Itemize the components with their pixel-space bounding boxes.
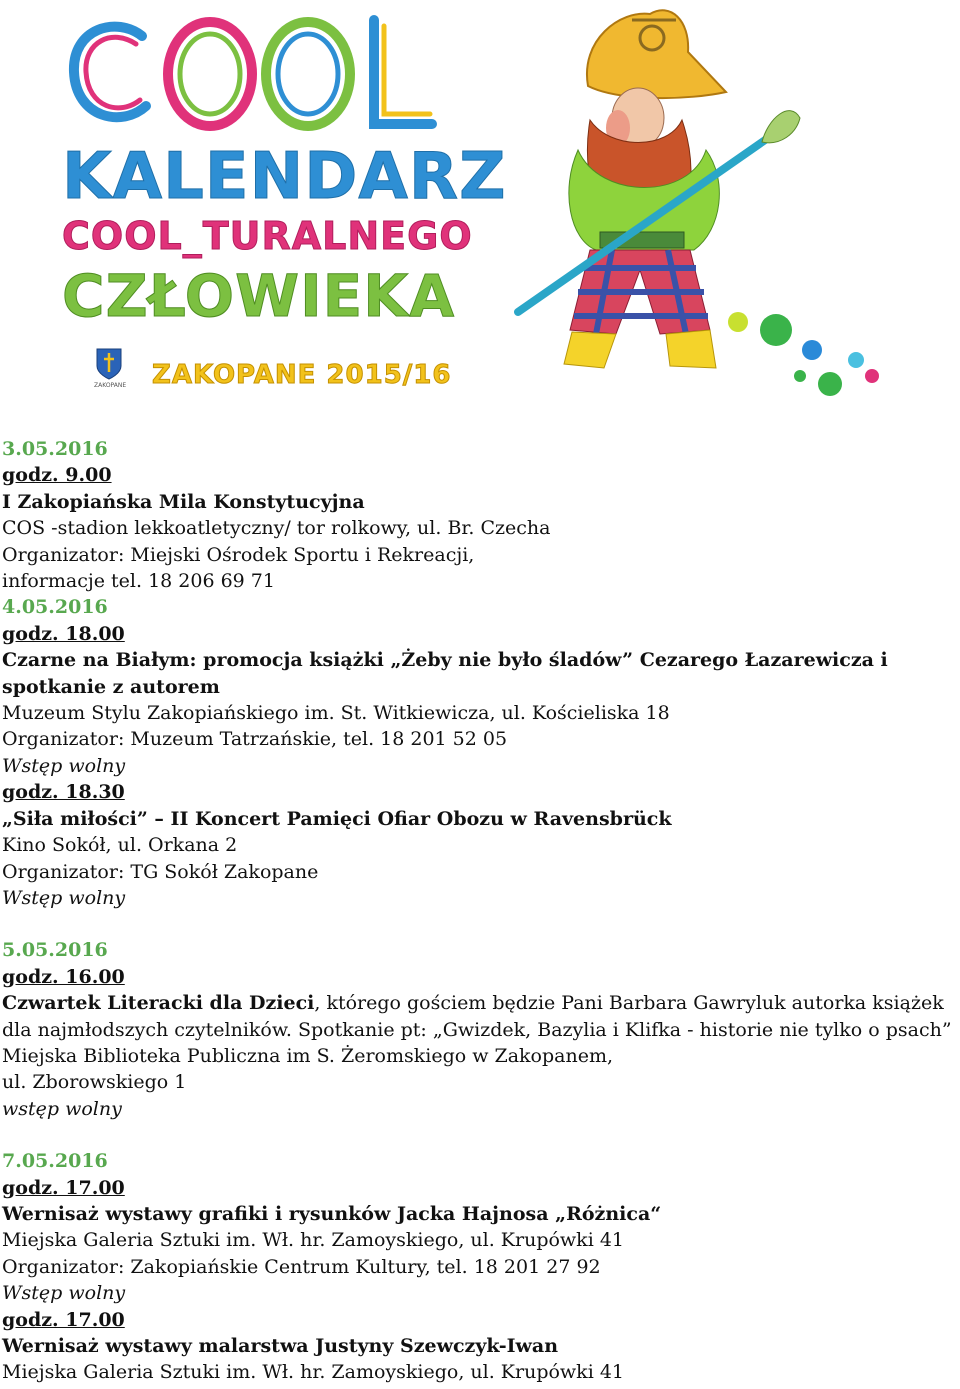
event-title: Czwartek Literacki dla Dzieci: [2, 992, 315, 1015]
event-time: godz. 17.00: [2, 1308, 125, 1331]
event-time: godz. 16.00: [2, 965, 125, 988]
event-organizer: Organizator: Muzeum Tatrzańskie, tel. 18 201 52 05: [2, 728, 508, 751]
logo-coolturalnego: COOL_TURALNEGO: [62, 214, 473, 258]
logo-czlowieka: CZŁOWIEKA: [62, 262, 456, 330]
event-place: Miejska Galeria Sztuki im. Wł. hr. Zamoyskiego, ul. Krupówki 41: [2, 1361, 624, 1384]
event-item: [2, 937, 960, 1122]
event-entry: Wstęp wolny: [2, 1282, 126, 1305]
event-title: I Zakopiańska Mila Konstytucyjna: [2, 490, 365, 513]
event-date: 7.05.2016: [2, 1150, 108, 1173]
header-banner: [0, 0, 960, 420]
event-item: [2, 1307, 960, 1386]
event-title: Czarne na Białym: promocja książki „Żeby nie było śladów” Cezarego Łazarewicza i spotkanie z autorem: [2, 649, 888, 698]
logo-kalendarz: KALENDARZ: [62, 140, 507, 214]
cool-logo-icon: [62, 8, 442, 138]
logo-place: ZAKOPANE 2015/16: [152, 360, 452, 390]
event-organizer: Organizator: Zakopiańskie Centrum Kultury, tel. 18 201 27 92: [2, 1255, 601, 1278]
events-list: [2, 436, 960, 1386]
event-item: [2, 594, 960, 779]
event-date: 5.05.2016: [2, 939, 108, 962]
event-info: informacje tel. 18 206 69 71: [2, 570, 275, 593]
gnome-painter-illustration-icon: [500, 0, 900, 414]
event-time: godz. 17.00: [2, 1176, 125, 1199]
event-desc-text: , którego gościem będzie Pani Barbara Gawryluk autorka książek dla najmłodszych czytelników. Spotkanie pt: „Gwizdek, Bazylia i Klifka - historie nie tylko o psach”: [2, 992, 952, 1041]
zakopane-crest-icon: [96, 348, 122, 384]
event-title: Wernisaż wystawy grafiki i rysunków Jacka Hajnosa „Różnica“: [2, 1202, 662, 1225]
event-item: [2, 1148, 960, 1306]
event-title: „Siła miłości” – II Koncert Pamięci Ofiar Obozu w Ravensbrück: [2, 807, 672, 830]
event-organizer: Organizator: TG Sokół Zakopane: [2, 860, 319, 883]
event-time: godz. 9.00: [2, 464, 112, 487]
event-place: COS -stadion lekkoatletyczny/ tor rolkowy, ul. Br. Czecha: [2, 517, 551, 540]
event-item: [2, 779, 960, 911]
event-time: godz. 18.30: [2, 781, 125, 804]
event-entry: Wstęp wolny: [2, 886, 126, 909]
event-description: [2, 990, 960, 1043]
event-title: Wernisaż wystawy malarstwa Justyny Szewczyk-Iwan: [2, 1335, 559, 1357]
event-place: Miejska Galeria Sztuki im. Wł. hr. Zamoyskiego, ul. Krupówki 41: [2, 1229, 624, 1252]
crest-caption: ZAKOPANE: [94, 382, 127, 389]
event-time: godz. 18.00: [2, 622, 125, 645]
event-place: Kino Sokół, ul. Orkana 2: [2, 834, 238, 857]
event-entry: Wstęp wolny: [2, 754, 126, 777]
event-entry: wstęp wolny: [2, 1097, 122, 1120]
event-place: Miejska Biblioteka Publiczna im S. Żeromskiego w Zakopanem,: [2, 1044, 614, 1067]
event-address: ul. Zborowskiego 1: [2, 1071, 187, 1094]
event-date: 3.05.2016: [2, 438, 108, 460]
event-organizer: Organizator: Miejski Ośrodek Sportu i Rekreacji,: [2, 543, 475, 566]
event-place: Muzeum Stylu Zakopiańskiego im. St. Witkiewicza, ul. Kościeliska 18: [2, 702, 670, 725]
event-date: 4.05.2016: [2, 596, 108, 619]
event-item: [2, 436, 960, 594]
